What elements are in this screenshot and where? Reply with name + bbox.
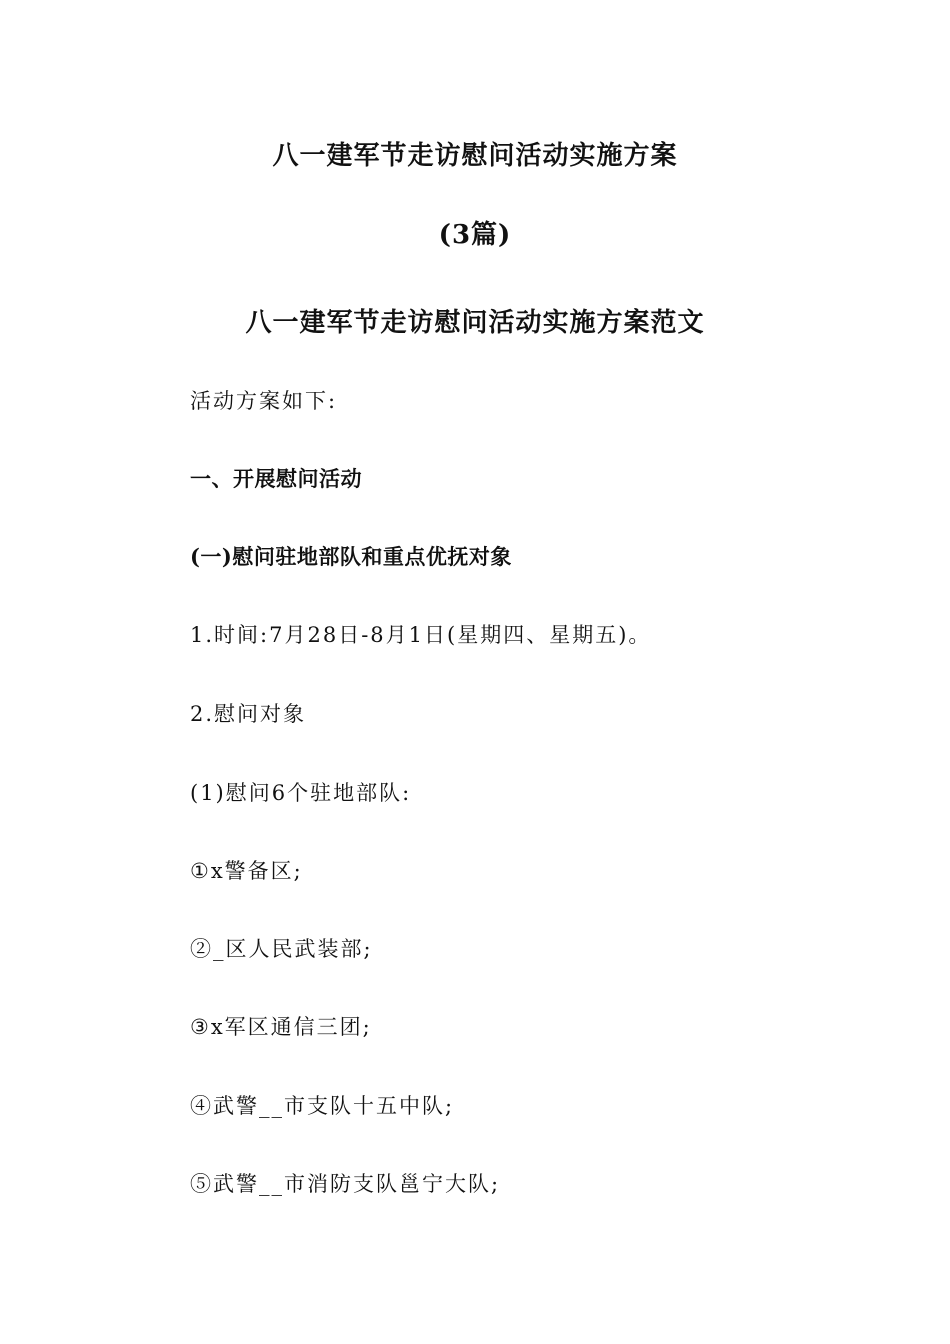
list-item: ③x军区通信三团; bbox=[190, 1015, 372, 1039]
section-heading: 一、开展慰问活动 bbox=[190, 466, 362, 491]
list-item: ①x警备区; bbox=[190, 859, 303, 883]
document-title: 八一建军节走访慰问活动实施方案 bbox=[272, 141, 678, 171]
paragraph-intro: 活动方案如下: bbox=[190, 389, 338, 413]
subsection-heading: (一)慰问驻地部队和重点优抚对象 bbox=[190, 544, 512, 569]
paragraph-units: (1)慰问6个驻地部队: bbox=[190, 781, 412, 805]
list-item: ②_区人民武装部; bbox=[190, 937, 373, 961]
paragraph-targets: 2.慰问对象 bbox=[190, 702, 307, 726]
paragraph-time: 1.时间:7月28日-8月1日(星期四、星期五)。 bbox=[190, 623, 652, 647]
list-item: ⑤武警__市消防支队邕宁大队; bbox=[190, 1172, 501, 1196]
list-item: ④武警__市支队十五中队; bbox=[190, 1094, 455, 1118]
document-subtitle: (3篇) bbox=[438, 220, 512, 250]
article-title: 八一建军节走访慰问活动实施方案范文 bbox=[245, 308, 705, 338]
